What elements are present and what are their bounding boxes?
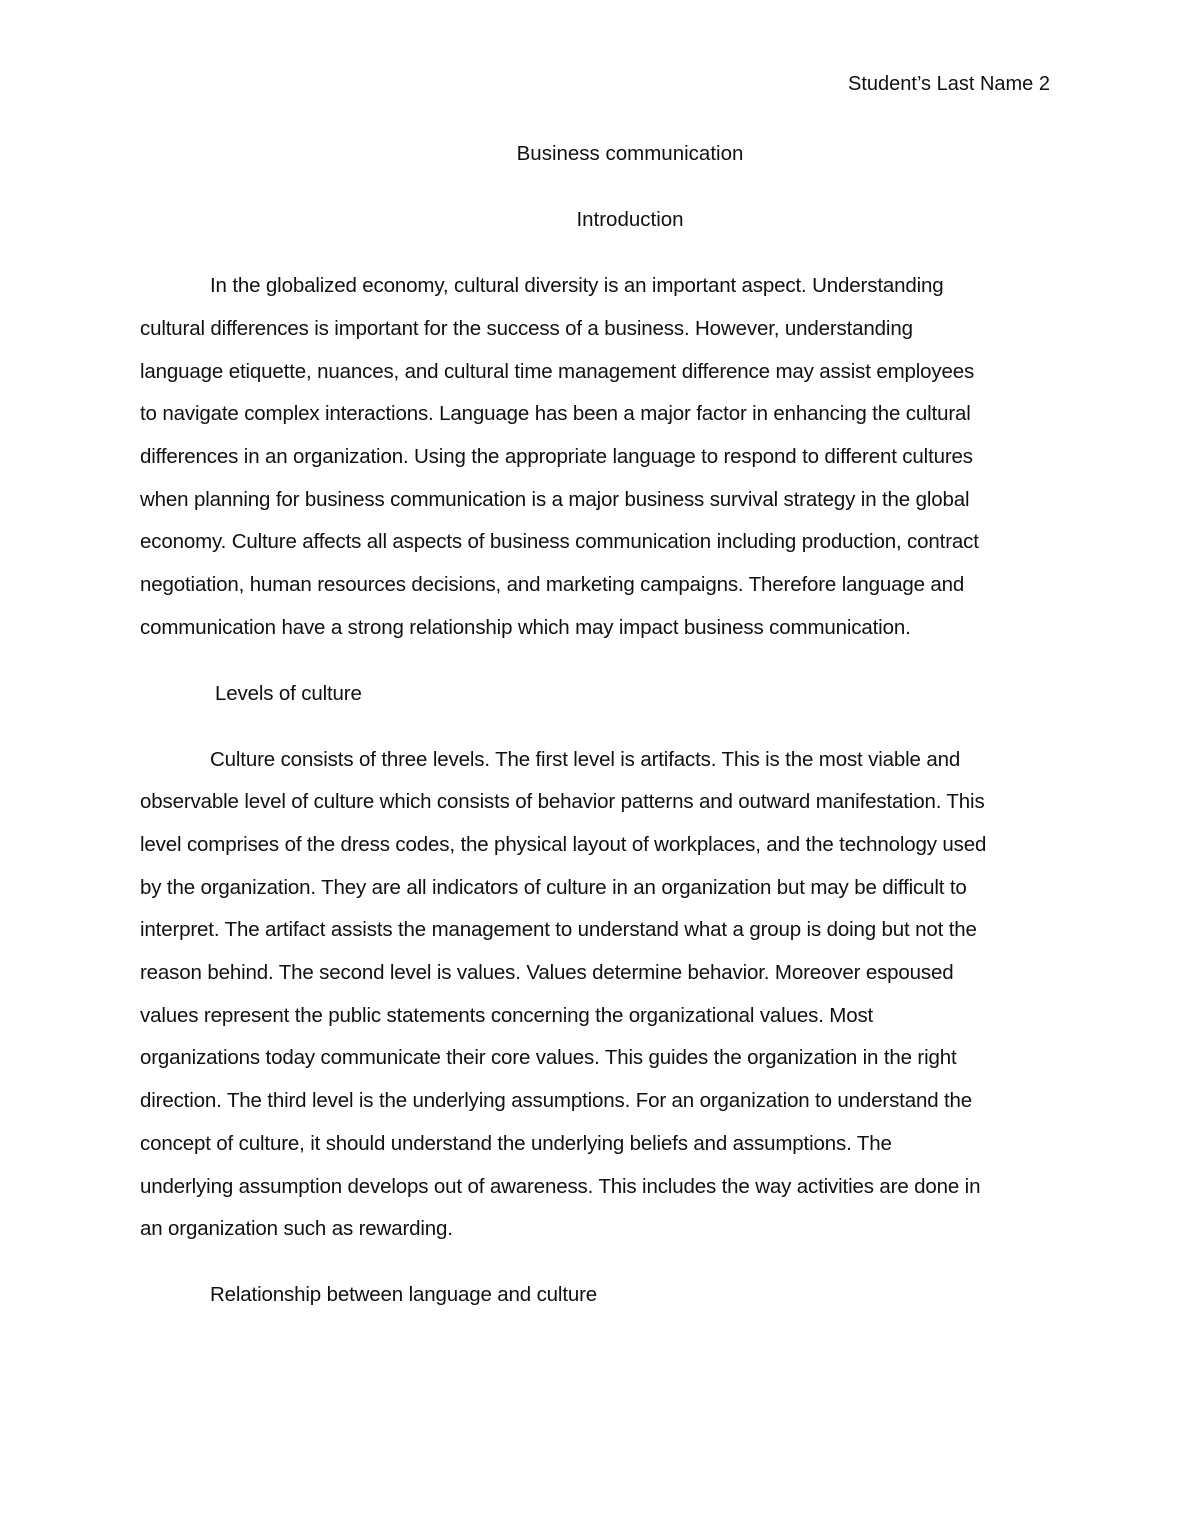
text-line: when planning for business communication is a major business survival strategy in the global <box>140 488 970 511</box>
text-line: an organization such as rewarding. <box>140 1217 453 1240</box>
text-line: economy. Culture affects all aspects of business communication including production, contract <box>140 530 979 553</box>
document-title: Business communication <box>516 142 744 165</box>
text-line: to navigate complex interactions. Language has been a major factor in enhancing the cultural <box>140 402 971 425</box>
text-line: differences in an organization. Using the appropriate language to respond to different cultures <box>140 445 973 468</box>
text-line: language etiquette, nuances, and cultural time management difference may assist employees <box>140 360 975 383</box>
section-heading-relationship: Relationship between language and culture <box>210 1283 598 1306</box>
text-line: by the organization. They are all indicators of culture in an organization but may be difficult to <box>140 876 967 899</box>
text-line: underlying assumption develops out of awareness. This includes the way activities are done in <box>140 1175 981 1198</box>
text-line: reason behind. The second level is values. Values determine behavior. Moreover espoused <box>140 961 954 984</box>
text-line: direction. The third level is the underlying assumptions. For an organization to understand the <box>140 1089 973 1112</box>
text-line: interpret. The artifact assists the management to understand what a group is doing but not the <box>140 918 977 941</box>
section-heading-introduction: Introduction <box>576 208 684 231</box>
text-line: level comprises of the dress codes, the physical layout of workplaces, and the technology used <box>140 833 987 856</box>
text-line: organizations today communicate their core values. This guides the organization in the right <box>140 1046 957 1069</box>
text-line: In the globalized economy, cultural diversity is an important aspect. Understanding <box>210 274 944 297</box>
text-line: negotiation, human resources decisions, and marketing campaigns. Therefore language and <box>140 573 965 596</box>
text-line: values represent the public statements concerning the organizational values. Most <box>140 1004 874 1027</box>
text-line: Culture consists of three levels. The first level is artifacts. This is the most viable and <box>210 748 961 771</box>
text-line: concept of culture, it should understand the underlying beliefs and assumptions. The <box>140 1132 892 1155</box>
text-line: communication have a strong relationship which may impact business communication. <box>140 616 911 639</box>
running-head: Student’s Last Name 2 <box>848 73 1050 95</box>
text-line: cultural differences is important for the success of a business. However, understanding <box>140 317 913 340</box>
text-line: observable level of culture which consists of behavior patterns and outward manifestation. This <box>140 790 985 813</box>
section-heading-levels-of-culture: Levels of culture <box>215 682 362 705</box>
